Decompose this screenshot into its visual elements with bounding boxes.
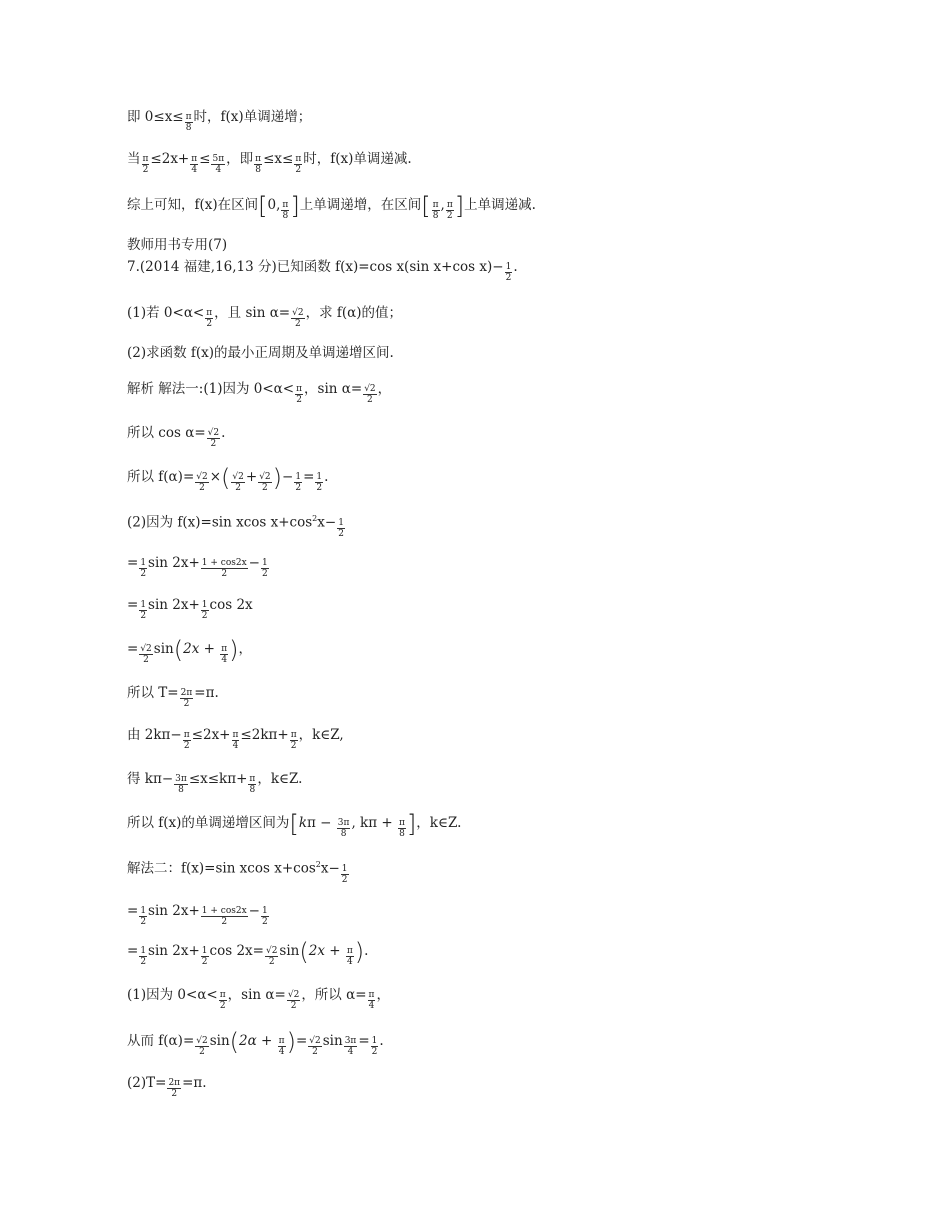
line-24: (2)T= $\frac{2\pi}{2}$ =π. — [127, 1075, 207, 1099]
method-2: 解法二：f(x)=sin xcos $x+\cos^2x-$ $\frac{1}{2}$ — [127, 860, 348, 885]
section-heading: 教师用书专用(7) — [127, 237, 228, 253]
line-17: 得 kπ− $\frac{3\pi}{8}$ ≤x≤kπ+ $\frac{\pi}{8}$ ，k∈Z. — [127, 771, 303, 795]
frac: $\frac{\pi}{8}$ — [185, 112, 192, 133]
question-1: (1)若 0<α< $\frac{\pi}{2}$ ，且 sin α= $\frac{√2}{2}$ ，求 f(α)的值； — [127, 305, 403, 329]
line-1: 即 0≤x≤ $\frac{\pi}{8}$ 时，f(x)单调递增； — [127, 109, 312, 133]
line-9: 所以 cos α= $\frac{√2}{2}$ . — [127, 425, 226, 449]
line-16: 由 2kπ− $\frac{\pi}{2}$ ≤2x+ $\frac{\pi}{4}$ ≤2kπ+ $\frac{\pi}{2}$ ，k∈Z, — [127, 727, 344, 751]
line-20: = $\frac{1}{2}$ sin 2x+ $\frac{1 + \cos 2x}{2}$ − $\frac{1}{2}$ — [127, 903, 268, 927]
problem-7: 7.(2014 福建,16,13 分)已知函数 f(x)=cos x(sin x+cos x)− $\frac{1}{2}$ . — [127, 259, 518, 283]
solution-start: 解析 解法一:(1)因为 0<α< $\frac{\pi}{2}$ ，sin α= $\frac{√2}{2}$ ， — [127, 381, 392, 405]
question-2: (2)求函数 f(x)的最小正周期及单调递增区间. — [127, 345, 394, 361]
line-18: 所以 f(x)的单调递增区间为[kπ − $\frac{3\pi}{8}$ , kπ + $\frac{\pi}{8}$ ]，k∈Z. — [127, 810, 462, 839]
line-22: (1)因为 0<α< $\frac{\pi}{2}$ ，sin α= $\frac{√2}{2}$ ，所以 α= $\frac{\pi}{4}$ ， — [127, 987, 390, 1011]
line-2: 当 $\frac{\pi}{2}$ ≤2x+ $\frac{\pi}{4}$ ≤ $\frac{5\pi}{4}$ ，即 $\frac{\pi}{8}$ ≤x≤ $\frac{\pi}{2}$ 时，f(x)单调递减. — [127, 151, 412, 175]
line-21: = $\frac{1}{2}$ sin 2x+ $\frac{1}{2}$ cos 2x= $\frac{√2}{2}$ sin(2x + $\frac{\pi}{4}$ ). — [127, 938, 369, 967]
line-3: 综上可知，f(x)在区间[0, $\frac{\pi}{8}$ ]上单调递增，在区间[ $\frac{\pi}{8}$ , $\frac{\pi}{2}$ ]上单调递减. — [127, 192, 536, 221]
line-10: 所以 f(α)= $\frac{√2}{2}$ ×( $\frac{√2}{2}$ + $\frac{√2}{2}$ )− $\frac{1}{2}$ = $\frac{1}{2}$ . — [127, 464, 329, 493]
text-1a: 即 0≤x≤ — [127, 109, 184, 125]
line-14: = $\frac{√2}{2}$ sin(2x + $\frac{\pi}{4}$ )， — [127, 636, 253, 665]
line-12: = $\frac{1}{2}$ sin 2x+ $\frac{1 + \cos 2x}{2}$ − $\frac{1}{2}$ — [127, 555, 268, 579]
line-11: (2)因为 f(x)=sin xcos $x+\cos^2x-$ $\frac{1}{2}$ — [127, 514, 344, 539]
line-23: 从而 f(α)= $\frac{√2}{2}$ sin(2α + $\frac{\pi}{4}$ )= $\frac{√2}{2}$ sin $\frac{3\pi}{4}$ = $\frac{1}{2}$ . — [127, 1028, 384, 1057]
line-15: 所以 T= $\frac{2\pi}{2}$ =π. — [127, 685, 219, 709]
line-13: = $\frac{1}{2}$ sin 2x+ $\frac{1}{2}$ cos 2x — [127, 597, 253, 621]
